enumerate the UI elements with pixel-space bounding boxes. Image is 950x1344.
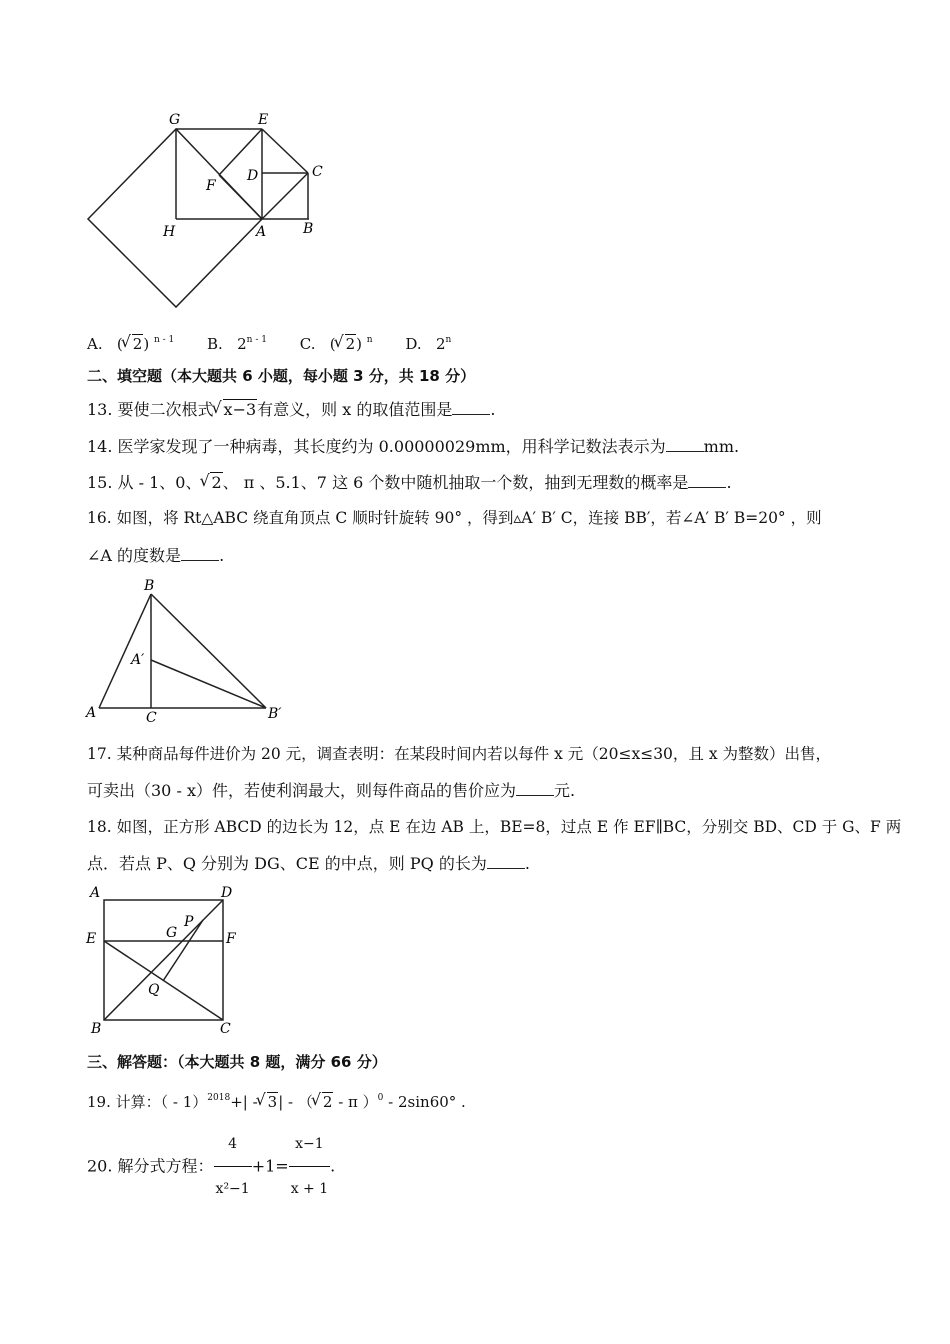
q14-text: 14. 医学家发现了一种病毒，其长度约为 0.00000029mm，用科学记数法表示为: [87, 437, 666, 456]
radicand: x−3: [223, 400, 257, 419]
answer-blank: [516, 781, 554, 796]
label-q: Q: [148, 982, 160, 998]
radicand: 2: [211, 473, 222, 492]
q13-text-2: 有意义，则 x 的取值范围是: [257, 400, 453, 419]
q15-end: .: [726, 473, 732, 492]
q20-plus: +1=: [251, 1156, 289, 1176]
radicand: 3: [267, 1093, 278, 1111]
label-g: G: [169, 112, 181, 128]
radicand: 2: [322, 1093, 333, 1111]
label-a: A: [90, 885, 101, 901]
question-14: [87, 437, 739, 457]
label-c: C: [220, 1021, 231, 1037]
option-d-exponent: n: [445, 335, 452, 345]
denominator: x²−1: [215, 1181, 250, 1197]
option-a-exponent: n - 1: [153, 335, 175, 345]
question-17-line-2: [87, 781, 575, 801]
label-g: G: [166, 925, 178, 941]
q15-text: 15. 从 - 1、0、: [87, 473, 202, 492]
label-e: E: [86, 931, 97, 947]
label-b: B: [144, 578, 155, 594]
exponent-0: 0: [377, 1093, 384, 1103]
sqrt-2: [336, 334, 357, 354]
label-a: A: [256, 224, 267, 240]
label-f: F: [226, 931, 236, 947]
option-c-label: C.: [299, 335, 316, 353]
label-c: C: [146, 710, 157, 725]
label-b: B: [91, 1021, 102, 1037]
q12-options: [87, 330, 479, 354]
option-b: [207, 330, 267, 354]
option-b-exponent: n - 1: [246, 335, 267, 345]
radicand: 2: [132, 335, 143, 353]
fraction-1: [214, 1122, 252, 1211]
q15-text-2: 、 π 、5.1、7 这 6 个数中随机抽取一个数，抽到无理数的概率是: [222, 473, 689, 492]
label-f: F: [206, 178, 216, 194]
numerator: 4: [214, 1122, 252, 1167]
numerator: x−1: [289, 1122, 330, 1167]
option-b-base: 2: [237, 335, 247, 353]
q17-text: 可卖出（30 - x）件，若使利润最大，则每件商品的售价应为: [87, 781, 516, 800]
q18-text: 点．若点 P、Q 分别为 DG、CE 的中点，则 PQ 的长为: [87, 854, 487, 873]
denominator: x + 1: [290, 1181, 329, 1197]
label-d: D: [247, 168, 259, 184]
q16-text: ∠A 的度数是: [87, 546, 182, 565]
q19-text: 19. 计算：（ - 1）: [87, 1093, 208, 1111]
figure-q18: [80, 880, 250, 1040]
option-d-label: D.: [405, 335, 422, 353]
label-c: C: [312, 164, 323, 180]
question-17-line-1: 17. 某种商品每件进价为 20 元，调查表明：在某段时间内若以每件 x 元（20≤x≤30，且 x 为整数）出售，: [87, 745, 832, 763]
question-13: [87, 400, 495, 420]
question-18-line-1: 18. 如图，正方形 ABCD 的边长为 12，点 E 在边 AB 上，BE=8，过点 E 作 EF∥BC，分别交 BD、CD 于 G、F 两: [87, 818, 902, 836]
q13-end: .: [490, 400, 496, 419]
section-3-title: 三、解答题：（本大题共 8 题，满分 66 分）: [87, 1053, 387, 1071]
q18-end: .: [524, 854, 530, 873]
option-b-label: B.: [207, 335, 223, 353]
label-p: P: [184, 914, 194, 930]
figure-q12: [80, 105, 340, 315]
answer-blank: [181, 546, 219, 561]
label-h: H: [163, 224, 176, 240]
q17-end: 元.: [553, 781, 576, 800]
section-2-title: 二、填空题（本大题共 6 小题，每小题 3 分，共 18 分）: [87, 367, 476, 385]
q16-end: .: [219, 546, 225, 565]
option-a-label: A.: [87, 335, 103, 353]
q13-text: 13. 要使二次根式: [87, 400, 214, 419]
fraction-2: [289, 1122, 330, 1211]
sqrt-2: [313, 1092, 334, 1112]
q19-mid-2: | - （: [278, 1093, 313, 1111]
q19-end: - 2sin60° .: [383, 1093, 466, 1111]
q14-end: mm.: [703, 437, 740, 456]
answer-blank: [666, 437, 704, 452]
question-19: [87, 1088, 466, 1112]
label-a: A: [86, 705, 97, 721]
label-b: B: [303, 221, 314, 237]
sqrt-2: [201, 473, 222, 493]
option-d: [405, 330, 451, 354]
question-18-line-2: [87, 854, 530, 874]
option-c-exponent: n: [366, 335, 373, 345]
sqrt-2: [123, 334, 144, 354]
answer-blank: [487, 854, 525, 869]
q19-mid-3: - π ）: [333, 1093, 378, 1111]
option-c: C. (√ 2) $^n$: [300, 330, 373, 354]
answer-blank: [452, 400, 490, 415]
label-b-prime: B′: [268, 706, 282, 722]
answer-blank: [688, 473, 726, 488]
question-20: [87, 1122, 335, 1211]
label-d: D: [221, 885, 233, 901]
question-15: [87, 473, 732, 493]
figure-q16: [80, 575, 290, 725]
question-16-line-2: [87, 546, 224, 566]
label-e: E: [258, 112, 269, 128]
question-16-line-1: 16. 如图，将 Rt△ABC 绕直角顶点 C 顺时针旋转 90° ，得到▵A′ B′ C，连接 BB′，若∠A′ B′ B=20° ，则: [87, 509, 822, 527]
option-a: A. (√ 2) $^{n - 1}$: [87, 330, 174, 354]
radicand: 2: [345, 335, 356, 353]
q20-text: 20. 解分式方程：: [87, 1156, 214, 1176]
option-d-base: 2: [435, 335, 446, 353]
q20-end: .: [330, 1156, 336, 1176]
big-square: [88, 129, 262, 307]
exponent-2018: 2018: [207, 1093, 231, 1103]
q19-mid: +| -: [230, 1093, 258, 1111]
sqrt-3: [258, 1092, 279, 1112]
label-a-prime: A′: [131, 652, 145, 668]
sqrt-x-3: [214, 400, 258, 420]
